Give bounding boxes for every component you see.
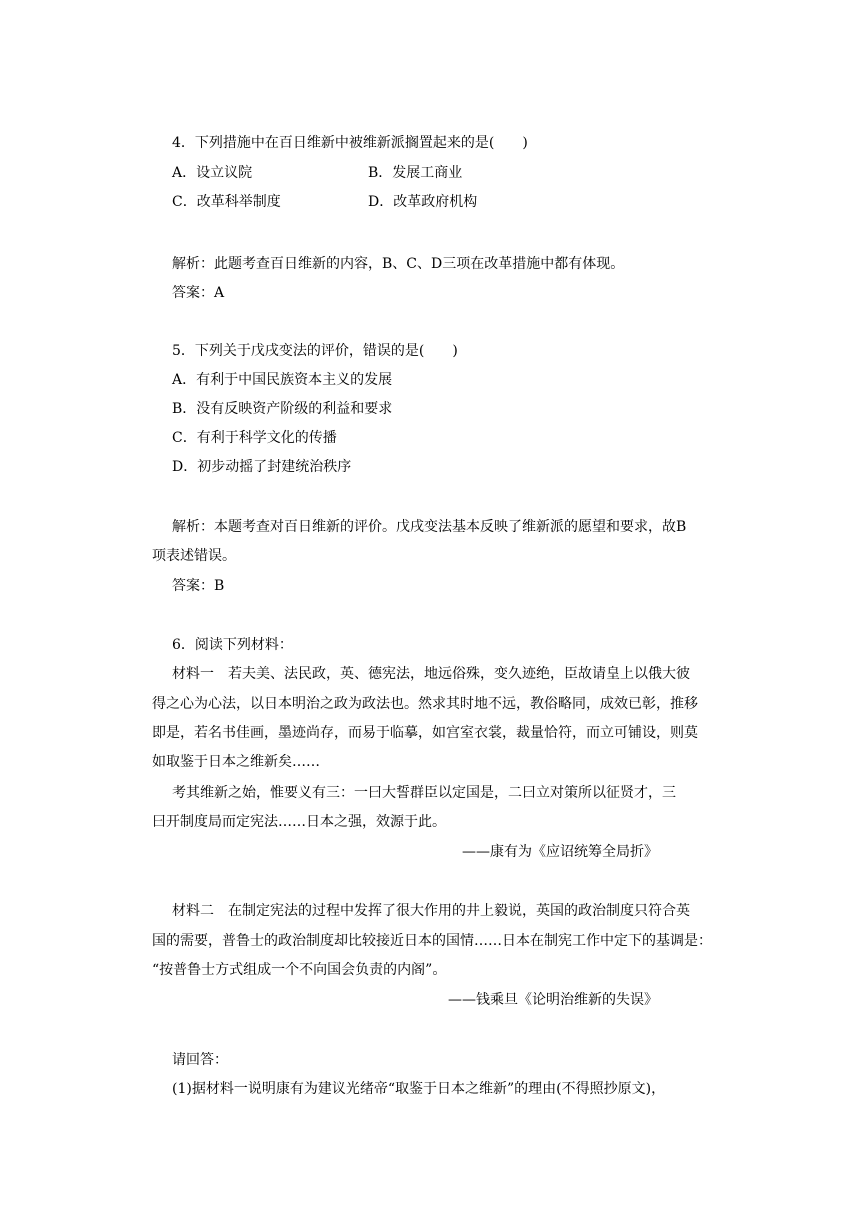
q4-stem: 4．下列措施中在百日维新中被维新派搁置起来的是( ) — [172, 135, 528, 151]
q4-answer: 答案：A — [172, 285, 225, 301]
material2-line: “按普鲁士方式组成一个不向国会负责的内阁”。 — [152, 962, 447, 978]
q5-answer: 答案：B — [172, 578, 225, 594]
q4-analysis: 解析：此题考查百日维新的内容，B、C、D三项在改革措施中都有体现。 — [172, 256, 625, 272]
q5-analysis-line1: 解析：本题考查对百日维新的评价。戊戌变法基本反映了维新派的愿望和要求，故B — [172, 519, 687, 535]
q5-option-a: A．有利于中国民族资本主义的发展 — [172, 372, 393, 388]
q4-option-a: A．设立议院 — [172, 165, 253, 181]
q5-stem: 5．下列关于戊戌变法的评价，错误的是( ) — [172, 343, 458, 359]
q5-option-c: C．有利于科学文化的传播 — [172, 430, 337, 446]
material1-line: 得之心为心法，以日本明治之政为政法也。然求其时地不远，教俗略同，成效已彰，推移 — [152, 696, 698, 712]
q5-option-b: B．没有反映资产阶级的利益和要求 — [172, 401, 393, 417]
q6-stem: 6．阅读下列材料： — [172, 637, 293, 653]
material1-source: ——康有为《应诏统筹全局折》 — [462, 844, 658, 860]
q4-option-d: D．改革政府机构 — [368, 194, 478, 210]
material1-line: 即是，若名书佳画，墨迹尚存，而易于临摹，如宫室衣裳，裁量恰符，而立可铺设，则莫 — [152, 725, 698, 741]
q4-option-b: B．发展工商业 — [368, 165, 463, 181]
material1-line: 材料一 若夫美、法民政，英、德宪法，地远俗殊，变久迹绝，臣故请皇上以俄大彼 — [172, 666, 690, 682]
material2-source: ——钱乘旦《论明治维新的失误》 — [448, 992, 658, 1008]
q5-analysis-line2: 项表述错误。 — [152, 548, 236, 564]
q6-prompt: 请回答： — [172, 1052, 228, 1068]
material2-line: 国的需要，普鲁士的政治制度却比较接近日本的国情……日本在制宪工作中定下的基调是： — [152, 933, 712, 949]
q6-sub-question-1: (1)据材料一说明康有为建议光绪帝“取鉴于日本之维新”的理由(不得照抄原文)， — [172, 1081, 666, 1097]
q5-option-d: D．初步动摇了封建统治秩序 — [172, 459, 352, 475]
q4-option-c: C．改革科举制度 — [172, 194, 281, 210]
material2-line: 材料二 在制定宪法的过程中发挥了很大作用的井上毅说，英国的政治制度只符合英 — [172, 903, 690, 919]
material1-line: 如取鉴于日本之维新矣…… — [152, 754, 320, 770]
material1-para2-line: 考其维新之始，惟要义有三：一曰大誓群臣以定国是，二曰立对策所以征贤才，三 — [172, 785, 676, 801]
material1-para2-line: 曰开制度局而定宪法……日本之强，效源于此。 — [152, 814, 446, 830]
